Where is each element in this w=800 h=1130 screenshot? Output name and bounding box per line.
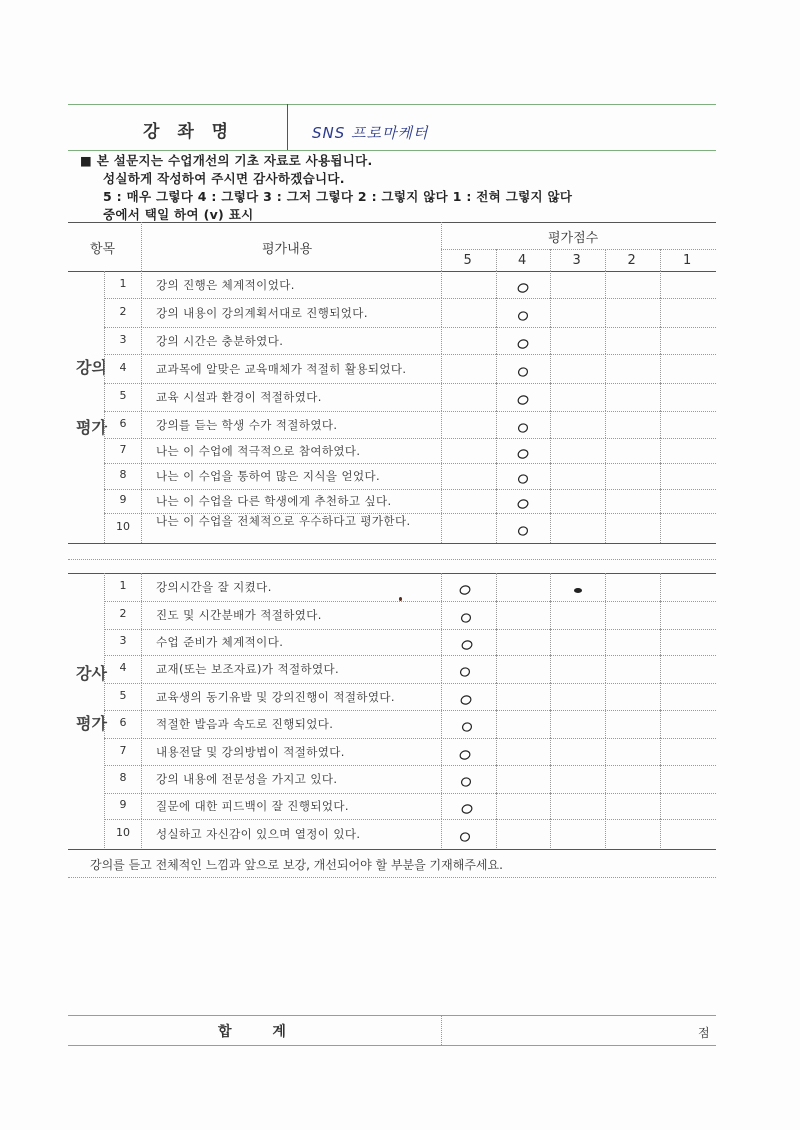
- row-number: 9: [119, 798, 127, 811]
- score-cell-3[interactable]: [551, 514, 604, 542]
- score-cell-1[interactable]: [661, 602, 715, 628]
- score-cell-3[interactable]: [551, 684, 604, 709]
- row-num-divider: [141, 655, 142, 683]
- row-num-divider: [141, 383, 142, 411]
- header-col-divider-2: [441, 222, 442, 271]
- row-num-divider: [141, 629, 142, 655]
- score-cell-4[interactable]: [497, 684, 549, 709]
- row-number: 5: [119, 389, 127, 402]
- handwritten-circle-mark: [516, 365, 530, 379]
- score-cell-5[interactable]: [442, 272, 495, 297]
- row-num-divider: [141, 411, 142, 438]
- score-cell-3[interactable]: [551, 384, 604, 410]
- row-num-divider: [141, 298, 142, 327]
- section-2-bottom: [68, 849, 716, 850]
- handwritten-circle-mark: [516, 309, 530, 323]
- total-top-rule: [68, 1015, 716, 1016]
- score-cell-4[interactable]: [497, 630, 549, 654]
- evaluation-item-text: 수업 준비가 체계적이다.: [156, 635, 284, 649]
- row-num-divider: [141, 765, 142, 793]
- evaluation-item-text: 교육생의 동기유발 및 강의진행이 적절하였다.: [156, 689, 395, 704]
- score-cell-3[interactable]: [551, 490, 604, 512]
- handwritten-circle-mark: [459, 611, 473, 625]
- row-number: 4: [119, 360, 127, 374]
- score-cell-3[interactable]: [551, 464, 604, 488]
- row-number: 6: [119, 416, 127, 430]
- row-number: 3: [119, 332, 127, 346]
- instructor-section-label-top: 강사: [76, 664, 107, 683]
- score-cell-1[interactable]: [661, 464, 715, 488]
- score-cell-4[interactable]: [497, 820, 549, 847]
- score-cell-2[interactable]: [606, 574, 659, 600]
- score-cell-3[interactable]: [551, 630, 604, 654]
- row-number: 1: [119, 579, 127, 592]
- section-1-bottom: [68, 543, 716, 544]
- score-cell-2[interactable]: [606, 656, 659, 682]
- handwritten-circle-mark: [516, 524, 530, 538]
- score-column-3: 3: [572, 253, 581, 268]
- evaluation-item-text: 강의 내용에 전문성을 가지고 있다.: [156, 772, 338, 786]
- score-cell-1[interactable]: [661, 656, 715, 682]
- score-cell-3[interactable]: [551, 711, 604, 737]
- header-divider: [287, 104, 288, 150]
- notice-line-1: ■ 본 설문지는 수업개선의 기초 자료로 사용됩니다.: [80, 153, 373, 168]
- score-cell-1[interactable]: [661, 739, 715, 764]
- lecture-section-label-bottom: 평가: [76, 418, 107, 437]
- row-num-divider: [141, 463, 142, 489]
- score-cell-1[interactable]: [661, 684, 715, 709]
- score-cell-4[interactable]: [497, 602, 549, 628]
- row-number: 6: [119, 716, 127, 729]
- header-content: 평가내용: [262, 242, 313, 257]
- score-cell-3[interactable]: [551, 602, 604, 628]
- handwritten-circle-mark: [460, 720, 474, 734]
- row-num-divider: [141, 327, 142, 354]
- score-cell-3[interactable]: [551, 820, 604, 847]
- row-num-divider: [141, 793, 142, 819]
- score-cell-5[interactable]: [442, 439, 495, 462]
- score-cell-1[interactable]: [661, 514, 715, 542]
- score-cell-2[interactable]: [606, 602, 659, 628]
- evaluation-item-text: 적절한 발음과 속도로 진행되었다.: [156, 717, 334, 731]
- row-num-divider: [141, 710, 142, 738]
- handwritten-circle-mark: [458, 830, 472, 844]
- evaluation-item-text: 나는 이 수업을 통하여 많은 지식을 얻었다.: [156, 469, 381, 483]
- row-number: 10: [116, 520, 130, 533]
- score-cell-3[interactable]: [551, 328, 604, 353]
- score-cell-3[interactable]: [551, 355, 604, 382]
- score-cell-1[interactable]: [661, 355, 715, 382]
- handwritten-circle-mark: [458, 748, 472, 762]
- notice-line-3: 5 : 매우 그렇다 4 : 그렇다 3 : 그저 그렇다 2 : 그렇지 않다 1 : 전혀 그렇지 않다: [103, 189, 573, 204]
- section-gap-rule: [68, 559, 716, 560]
- score-cell-2[interactable]: [606, 439, 659, 462]
- score-cell-2[interactable]: [606, 514, 659, 542]
- row-number: 1: [119, 276, 127, 290]
- comment-area[interactable]: [68, 878, 716, 1014]
- row-num-divider: [141, 438, 142, 463]
- score-cell-1[interactable]: [661, 490, 715, 512]
- row-number: 8: [119, 468, 127, 481]
- score-cell-5[interactable]: [442, 355, 495, 382]
- row-number: 9: [119, 493, 127, 506]
- handwritten-circle-mark: [458, 583, 472, 597]
- row-number: 5: [119, 688, 127, 702]
- score-cell-5[interactable]: [442, 490, 495, 512]
- total-divider: [441, 1015, 442, 1045]
- score-header-divider: [441, 249, 716, 250]
- score-cell-5[interactable]: [442, 514, 495, 542]
- header-score-divider: [660, 249, 661, 271]
- handwritten-circle-mark: [516, 393, 530, 407]
- score-cell-2[interactable]: [606, 739, 659, 764]
- table-header-top: [68, 222, 716, 223]
- instructor-section-label-bottom: 평가: [76, 714, 107, 733]
- handwritten-circle-mark: [459, 693, 473, 707]
- score-cell-4[interactable]: [497, 656, 549, 682]
- row-num-divider: [141, 819, 142, 848]
- evaluation-item-text: 강의 시간은 충분하였다.: [156, 333, 284, 348]
- header-score-divider: [605, 249, 606, 271]
- score-cell-3[interactable]: [551, 439, 604, 462]
- score-cell-1[interactable]: [661, 794, 715, 818]
- header-score: 평가점수: [548, 231, 599, 246]
- evaluation-item-text: 진도 및 시간분배가 적절하였다.: [156, 608, 322, 622]
- score-cell-4[interactable]: [497, 574, 549, 600]
- evaluation-item-text: 교재(또는 보조자료)가 적절하였다.: [156, 662, 340, 676]
- row-num-divider: [141, 513, 142, 543]
- score-cell-3[interactable]: [551, 739, 604, 764]
- score-cell-2[interactable]: [606, 630, 659, 654]
- header-top-rule: [68, 104, 716, 105]
- evaluation-item-text: 나는 이 수업을 다른 학생에게 추천하고 싶다.: [156, 494, 392, 508]
- evaluation-item-text: 교육 시설과 환경이 적절하였다.: [156, 390, 322, 404]
- header-score-divider: [550, 249, 551, 271]
- comment-prompt: 강의를 듣고 전체적인 느낌과 앞으로 보강, 개선되어야 할 부분을 기재해주세요.: [90, 858, 503, 872]
- row-num-divider: [141, 354, 142, 383]
- course-title-label: 강 좌 명: [143, 122, 235, 142]
- handwritten-circle-mark: [460, 802, 474, 816]
- score-cell-5[interactable]: [442, 328, 495, 353]
- score-cell-1[interactable]: [661, 328, 715, 353]
- lecture-section-label-top: 강의: [76, 358, 107, 377]
- score-cell-1[interactable]: [661, 711, 715, 737]
- row-num-divider: [141, 601, 142, 629]
- handwritten-circle-mark: [516, 337, 530, 351]
- score-cell-3[interactable]: [551, 299, 604, 326]
- total-label: 합 계: [218, 1024, 304, 1040]
- course-name-handwritten: SNS 프로마케터: [312, 124, 429, 142]
- score-cell-2[interactable]: [606, 384, 659, 410]
- score-column-1: 1: [683, 253, 692, 268]
- row-num-divider: [141, 271, 142, 298]
- score-cell-2[interactable]: [606, 490, 659, 512]
- score-cell-2[interactable]: [606, 820, 659, 847]
- score-cell-2[interactable]: [606, 355, 659, 382]
- score-cell-5[interactable]: [442, 299, 495, 326]
- score-cell-1[interactable]: [661, 439, 715, 462]
- score-cell-4[interactable]: [497, 794, 549, 818]
- row-number: 10: [116, 825, 130, 839]
- score-cell-1[interactable]: [661, 820, 715, 847]
- row-num-divider: [141, 573, 142, 601]
- score-column-2: 2: [627, 253, 636, 268]
- score-cell-3[interactable]: [551, 574, 604, 600]
- evaluation-item-text: 나는 이 수업에 적극적으로 참여하였다.: [156, 443, 361, 458]
- evaluation-item-text: 강의를 듣는 학생 수가 적절하였다.: [156, 417, 338, 432]
- score-cell-2[interactable]: [606, 328, 659, 353]
- lecture_section-label-divider: [104, 271, 105, 543]
- score-cell-4[interactable]: [497, 739, 549, 764]
- score-cell-1[interactable]: [661, 630, 715, 654]
- score-cell-1[interactable]: [661, 299, 715, 326]
- header-col-divider-1: [141, 222, 142, 271]
- row-number: 3: [119, 634, 127, 647]
- score-cell-2[interactable]: [606, 464, 659, 488]
- header-score-divider: [496, 249, 497, 271]
- evaluation-item-text: 강의 내용이 강의계획서대로 진행되었다.: [156, 305, 368, 320]
- score-cell-2[interactable]: [606, 684, 659, 709]
- header-category: 항목: [90, 242, 116, 257]
- score-cell-2[interactable]: [606, 794, 659, 818]
- row-number: 7: [119, 442, 127, 456]
- evaluation-item-text: 내용전달 및 강의방법이 적절하였다.: [156, 744, 345, 759]
- row-num-divider: [141, 738, 142, 765]
- score-cell-1[interactable]: [661, 766, 715, 792]
- handwritten-circle-mark: [458, 665, 472, 679]
- score-cell-4[interactable]: [497, 711, 549, 737]
- score-cell-1[interactable]: [661, 272, 715, 297]
- handwritten-circle-mark: [516, 421, 530, 435]
- score-cell-5[interactable]: [442, 412, 495, 437]
- stray-ink-mark: [574, 588, 582, 593]
- evaluation-item-text: 강의시간을 잘 지켰다.: [156, 580, 272, 594]
- score-cell-3[interactable]: [551, 794, 604, 818]
- score-cell-2[interactable]: [606, 272, 659, 297]
- score-cell-3[interactable]: [551, 412, 604, 437]
- score-column-5: 5: [463, 253, 472, 268]
- row-number: 8: [119, 771, 127, 784]
- evaluation-item-text: 교과목에 알맞은 교육매체가 적절히 활용되었다.: [156, 361, 407, 376]
- handwritten-circle-mark: [516, 472, 530, 486]
- notice-line-2: 성실하게 작성하여 주시면 감사하겠습니다.: [103, 171, 345, 186]
- row-num-divider: [141, 489, 142, 513]
- score-cell-5[interactable]: [442, 384, 495, 410]
- handwritten-circle-mark: [460, 638, 474, 652]
- score-cell-5[interactable]: [442, 464, 495, 488]
- handwritten-circle-mark: [516, 497, 530, 511]
- row-number: 7: [119, 743, 127, 757]
- evaluation-item-text: 나는 이 수업을 전체적으로 우수하다고 평가한다.: [156, 514, 411, 528]
- score-unit: 점: [698, 1026, 710, 1040]
- handwritten-circle-mark: [459, 775, 473, 789]
- score-cell-3[interactable]: [551, 766, 604, 792]
- evaluation-item-text: 강의 진행은 체계적이었다.: [156, 277, 295, 292]
- score-cell-3[interactable]: [551, 656, 604, 682]
- handwritten-circle-mark: [516, 281, 530, 295]
- stray-ink-dot: [399, 597, 402, 601]
- score-cell-3[interactable]: [551, 272, 604, 297]
- score-cell-1[interactable]: [661, 384, 715, 410]
- notice-line-4: 중에서 택일 하여 (v) 표시: [103, 207, 254, 222]
- score-cell-2[interactable]: [606, 412, 659, 437]
- score-cell-2[interactable]: [606, 766, 659, 792]
- score-cell-2[interactable]: [606, 711, 659, 737]
- evaluation-item-text: 질문에 대한 피드백이 잘 진행되었다.: [156, 799, 349, 813]
- row-number: 4: [119, 661, 127, 674]
- score-column-4: 4: [518, 253, 527, 268]
- row-num-divider: [141, 683, 142, 710]
- score-cell-4[interactable]: [497, 766, 549, 792]
- score-cell-1[interactable]: [661, 412, 715, 437]
- total-bottom-rule: [68, 1045, 716, 1046]
- handwritten-circle-mark: [516, 447, 530, 461]
- row-number: 2: [119, 304, 127, 318]
- evaluation-item-text: 성실하고 자신감이 있으며 열정이 있다.: [156, 826, 361, 841]
- row-number: 2: [119, 607, 127, 620]
- score-cell-2[interactable]: [606, 299, 659, 326]
- score-cell-1[interactable]: [661, 574, 715, 600]
